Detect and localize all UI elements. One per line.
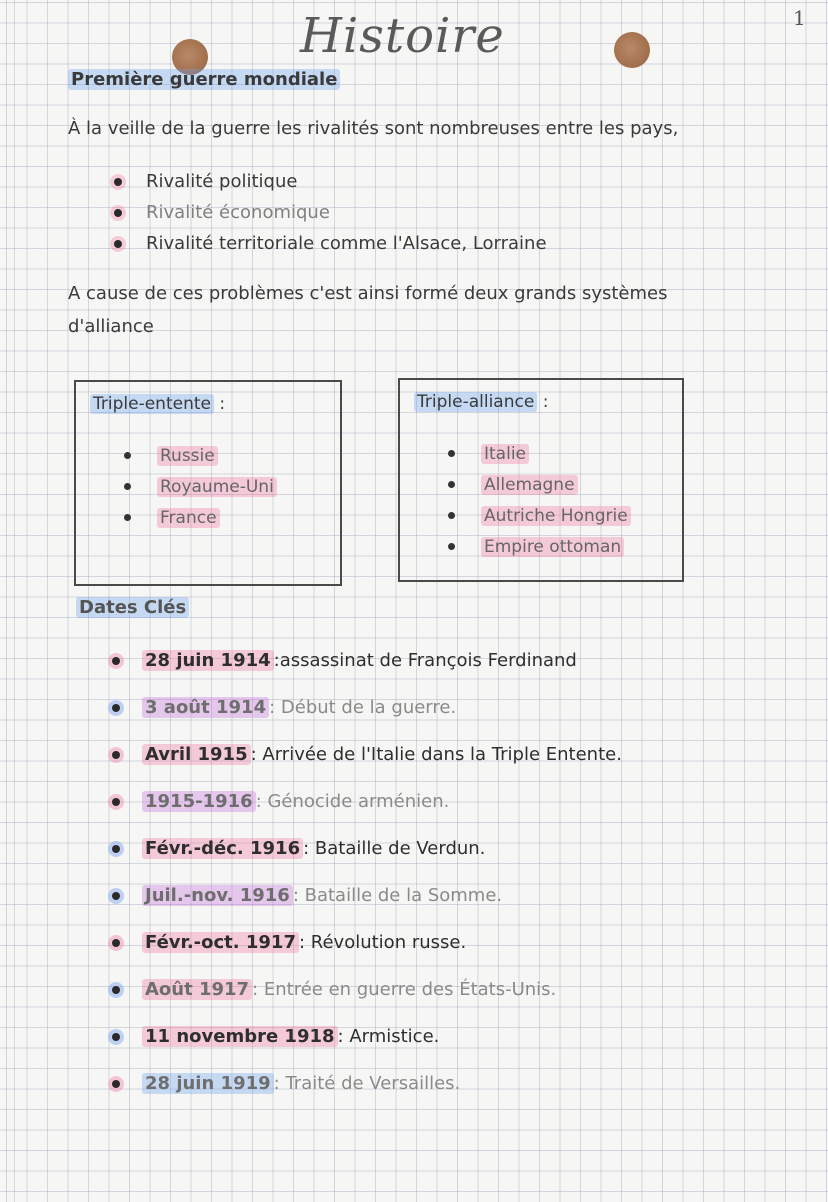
date-label: 28 juin 1914 [142,650,274,671]
date-item [112,872,752,919]
list-item [448,438,631,469]
date-label: Août 1917 [142,979,252,1000]
triple-entente-title-text: Triple-entente [90,394,214,414]
member-label: France [157,508,220,528]
bullet-icon [124,452,131,459]
date-label: Avril 1915 [142,744,251,765]
member-label: Russie [157,446,218,466]
date-label: 28 juin 1919 [142,1073,274,1094]
bullet-icon [112,986,120,994]
bullet-icon [112,1033,120,1041]
bullet-icon [112,798,120,806]
list-item [448,469,631,500]
list-item [448,531,631,562]
bullet-icon [112,657,120,665]
dates-heading-text: Dates Clés [76,597,189,618]
event-label: : Révolution russe. [298,932,467,953]
list-item [124,502,277,533]
title-suffix: : [537,392,549,412]
list-item [100,166,547,197]
date-item [112,684,752,731]
triple-alliance-members [448,438,631,562]
bullet-icon [114,178,122,186]
list-item [124,471,277,502]
bullet-icon [124,483,131,490]
bullet-icon [114,209,122,217]
event-label: : Arrivée de l'Italie dans la Triple Entente. [250,744,622,765]
bullet-icon [448,481,455,488]
member-label: Empire ottoman [481,537,624,557]
binder-hole-right [614,32,650,68]
section-heading [68,69,340,90]
rivalry-list [100,166,547,259]
rivalry-label: Rivalité territoriale comme l'Alsace, Lorraine [146,233,547,254]
bullet-icon [112,845,120,853]
event-label: : Bataille de la Somme. [292,885,503,906]
date-item [112,966,752,1013]
triple-entente-title [90,394,225,414]
date-item [112,1013,752,1060]
bullet-icon [448,450,455,457]
list-item [100,197,547,228]
date-label: Juil.-nov. 1916 [142,885,293,906]
date-label: Févr.-déc. 1916 [142,838,303,859]
rivalry-label: Rivalité économique [146,202,330,223]
page-number: 1 [793,6,806,30]
bullet-icon [112,751,120,759]
event-label: : Génocide arménien. [255,791,450,812]
dates-heading [76,597,189,618]
member-label: Autriche Hongrie [481,506,631,526]
date-label: 1915-1916 [142,791,256,812]
event-label: : Traité de Versailles. [273,1073,461,1094]
date-label: 11 novembre 1918 [142,1026,338,1047]
event-label: : Bataille de Verdun. [303,838,486,859]
date-label: Févr.-oct. 1917 [142,932,299,953]
event-label: : Entrée en guerre des États-Unis. [252,979,557,1000]
date-item [112,731,752,778]
intro-text: À la veille de la guerre les rivalités sont nombreuses entre les pays, [68,118,679,139]
cause-text: A cause de ces problèmes c'est ainsi formé deux grands systèmes d'alliance [68,283,668,337]
event-label: :assassinat de François Ferdinand [273,650,577,671]
bullet-icon [114,240,122,248]
rivalry-label: Rivalité politique [146,171,298,192]
page-title: Histoire [300,8,505,64]
date-item [112,1060,752,1107]
key-dates-list [112,637,752,1107]
bullet-icon [112,704,120,712]
bullet-icon [448,543,455,550]
member-label: Allemagne [481,475,578,495]
bullet-icon [124,514,131,521]
date-item [112,825,752,872]
event-label: : Début de la guerre. [269,697,457,718]
triple-entente-box [74,380,342,586]
event-label: : Armistice. [337,1026,440,1047]
member-label: Royaume-Uni [157,477,277,497]
date-item [112,919,752,966]
list-item [448,500,631,531]
triple-alliance-title-text: Triple-alliance [414,392,537,412]
section-heading-text: Première guerre mondiale [68,69,340,90]
date-item [112,778,752,825]
bullet-icon [448,512,455,519]
bullet-icon [112,939,120,947]
date-label: 3 août 1914 [142,697,269,718]
triple-alliance-title [414,392,548,412]
triple-alliance-box [398,378,684,582]
triple-entente-members [124,440,277,533]
title-suffix: : [213,394,226,414]
date-item [112,637,752,684]
bullet-icon [112,1080,120,1088]
list-item [100,228,547,259]
bullet-icon [112,892,120,900]
member-label: Italie [481,444,529,464]
list-item [124,440,277,471]
page-margin-line [14,0,15,1202]
